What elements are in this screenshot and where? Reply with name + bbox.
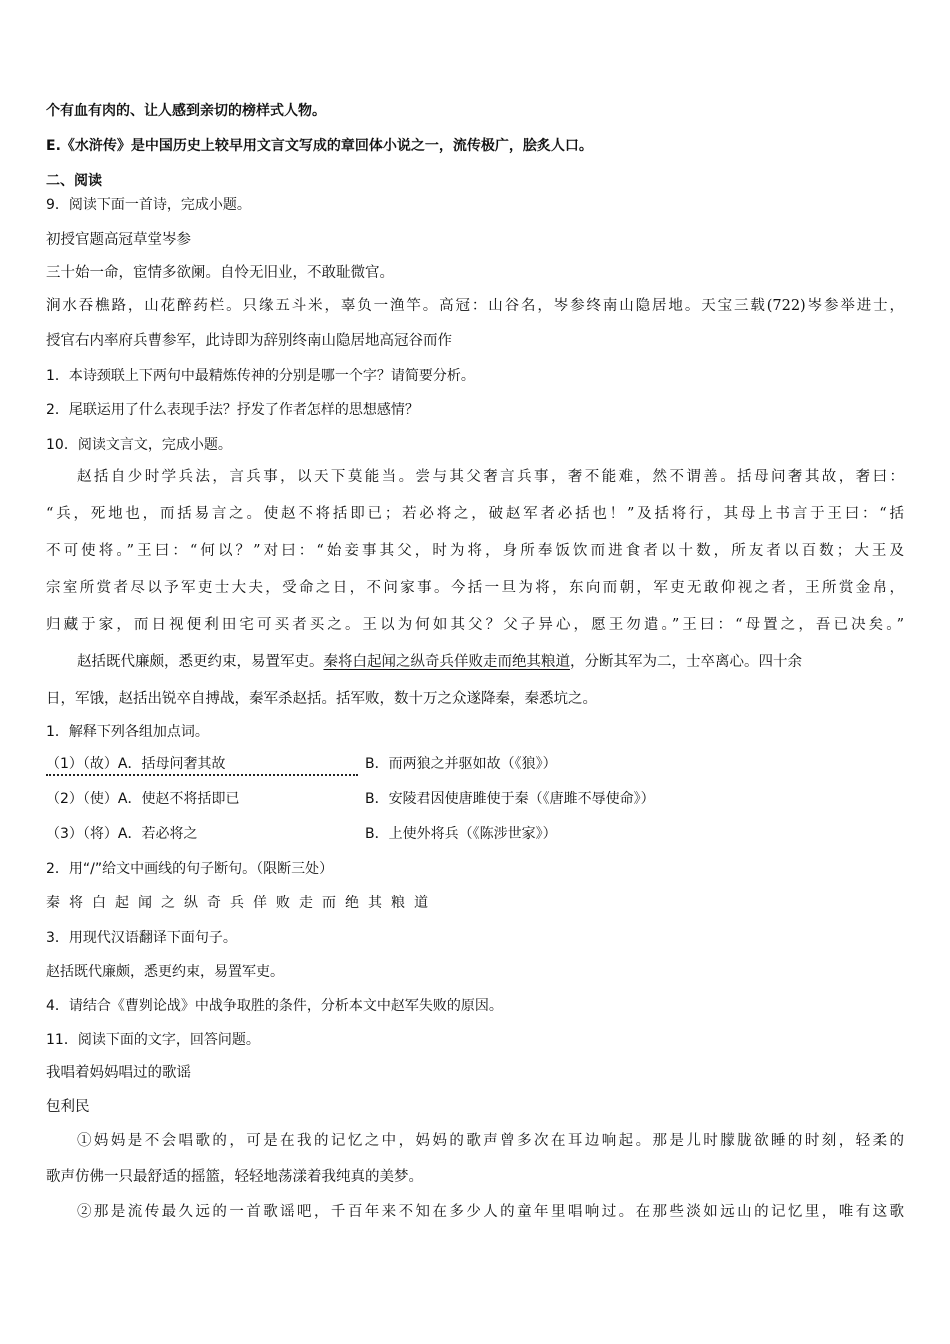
article-title: 我唱着妈妈唱过的歌谣 <box>46 1065 191 1081</box>
passage-line: 赵括自少时学兵法，言兵事，以天下莫能当。尝与其父奢言兵事，奢不能难，然不谓善。括母问奢其故，奢曰： <box>77 469 904 485</box>
vocab-option-b: B．而两狼之并驱如故（《狼》） <box>365 756 557 772</box>
passage-text: ，分断其军为二，士卒离心。四十余 <box>570 654 802 670</box>
article-line: 歌声仿佛一只最舒适的摇篮，轻轻地荡漾着我纯真的美梦。 <box>46 1169 423 1185</box>
passage-line: 不可使将。”王曰：“何以？”对曰：“始妾事其父，时为将，身所奉饭饮而进食者以十数，所友者以百数；大王及 <box>46 543 904 559</box>
section-heading: 二、阅读 <box>46 173 102 189</box>
translation-sentence: 赵括既代廉颇，悉更约束，易置军吏。 <box>46 964 284 980</box>
question-prompt: 11．阅读下面的文字，回答问题。 <box>46 1032 260 1048</box>
question-prompt: 9．阅读下面一首诗，完成小题。 <box>46 197 251 213</box>
question-item: 1．解释下列各组加点词。 <box>46 724 209 740</box>
poem-line: 三十始一命，宦情多欲阑。自怜无旧业，不敢耻微官。 <box>46 265 394 281</box>
vocab-row <box>46 824 906 844</box>
passage-line: “兵，死地也，而括易言之。使赵不将括即已；若必将之，破赵军者必括也！”及括将行，其母上书言于王曰：“括 <box>46 506 904 522</box>
poem-note: 授官右内率府兵曹参军，此诗即为辞别终南山隐居地高冠谷而作 <box>46 333 452 349</box>
question-item: 3．用现代汉语翻译下面句子。 <box>46 930 237 946</box>
poem-title: 初授官题高冠草堂岑参 <box>46 232 191 248</box>
question-item: 1．本诗颈联上下两句中最精炼传神的分别是哪一个字？请简要分析。 <box>46 368 475 384</box>
text-line: E.《水浒传》是中国历史上较早用文言文写成的章回体小说之一，流传极广，脍炙人口。 <box>46 138 593 154</box>
article-line: ①妈妈是不会唱歌的，可是在我的记忆之中，妈妈的歌声曾多次在耳边响起。那是儿时朦胧欲睡的时刻，轻柔的 <box>77 1133 904 1149</box>
punctuation-sentence: 秦将白起闻之纵奇兵佯败走而绝其粮道 <box>46 895 437 911</box>
vocab-row <box>46 789 906 809</box>
underlined-sentence: 秦将白起闻之纵奇兵佯败走而绝其粮道 <box>323 654 570 670</box>
vocab-option-a: （3）（将）A．若必将之 <box>46 826 198 842</box>
passage-line <box>77 652 802 672</box>
passage-line: 归藏于家，而日视便利田宅可买者买之。王以为何如其父？父子异心，愿王勿遣。”王曰：“母置之，吾已决矣。” <box>46 617 904 633</box>
article-line: ②那是流传最久远的一首歌谣吧，千百年来不知在多少人的童年里唱响过。在那些淡如远山的记忆里，唯有这歌 <box>77 1204 904 1220</box>
question-item: 2．尾联运用了什么表现手法？抒发了作者怎样的思想感情？ <box>46 402 419 418</box>
question-item: 4．请结合《曹刿论战》中战争取胜的条件，分析本文中赵军失败的原因。 <box>46 998 503 1014</box>
vocab-option-b: B．上使外将兵（《陈涉世家》） <box>365 826 557 842</box>
question-item: 2．用“/”给文中画线的句子断句。（限断三处） <box>46 861 334 877</box>
poem-line: 涧水吞樵路，山花醉药栏。只缘五斗米，辜负一渔竿。高冠：山谷名，岑参终南山隐居地。天宝三载(722)岑参举进士， <box>46 298 904 314</box>
vocab-option-a: （1）（故）A．括母问奢其故 <box>46 754 358 776</box>
text-line: 个有血有肉的、让人感到亲切的榜样式人物。 <box>46 103 326 119</box>
passage-line: 宗室所赏者尽以予军吏士大夫，受命之日，不问家事。今括一旦为将，东向而朝，军吏无敢仰视之者，王所赏金帛， <box>46 580 904 596</box>
vocab-option-a: （2）（使）A．使赵不将括即已 <box>46 791 240 807</box>
passage-line: 日，军饿，赵括出锐卒自搏战，秦军杀赵括。括军败，数十万之众遂降秦，秦悉坑之。 <box>46 691 597 707</box>
vocab-row <box>46 754 906 776</box>
passage-text: 赵括既代廉颇，悉更约束，易置军吏。 <box>77 654 324 670</box>
vocab-option-b: B．安陵君因使唐雎使于秦（《唐雎不辱使命》） <box>365 791 655 807</box>
article-author: 包利民 <box>46 1099 90 1115</box>
question-prompt: 10．阅读文言文，完成小题。 <box>46 437 232 453</box>
